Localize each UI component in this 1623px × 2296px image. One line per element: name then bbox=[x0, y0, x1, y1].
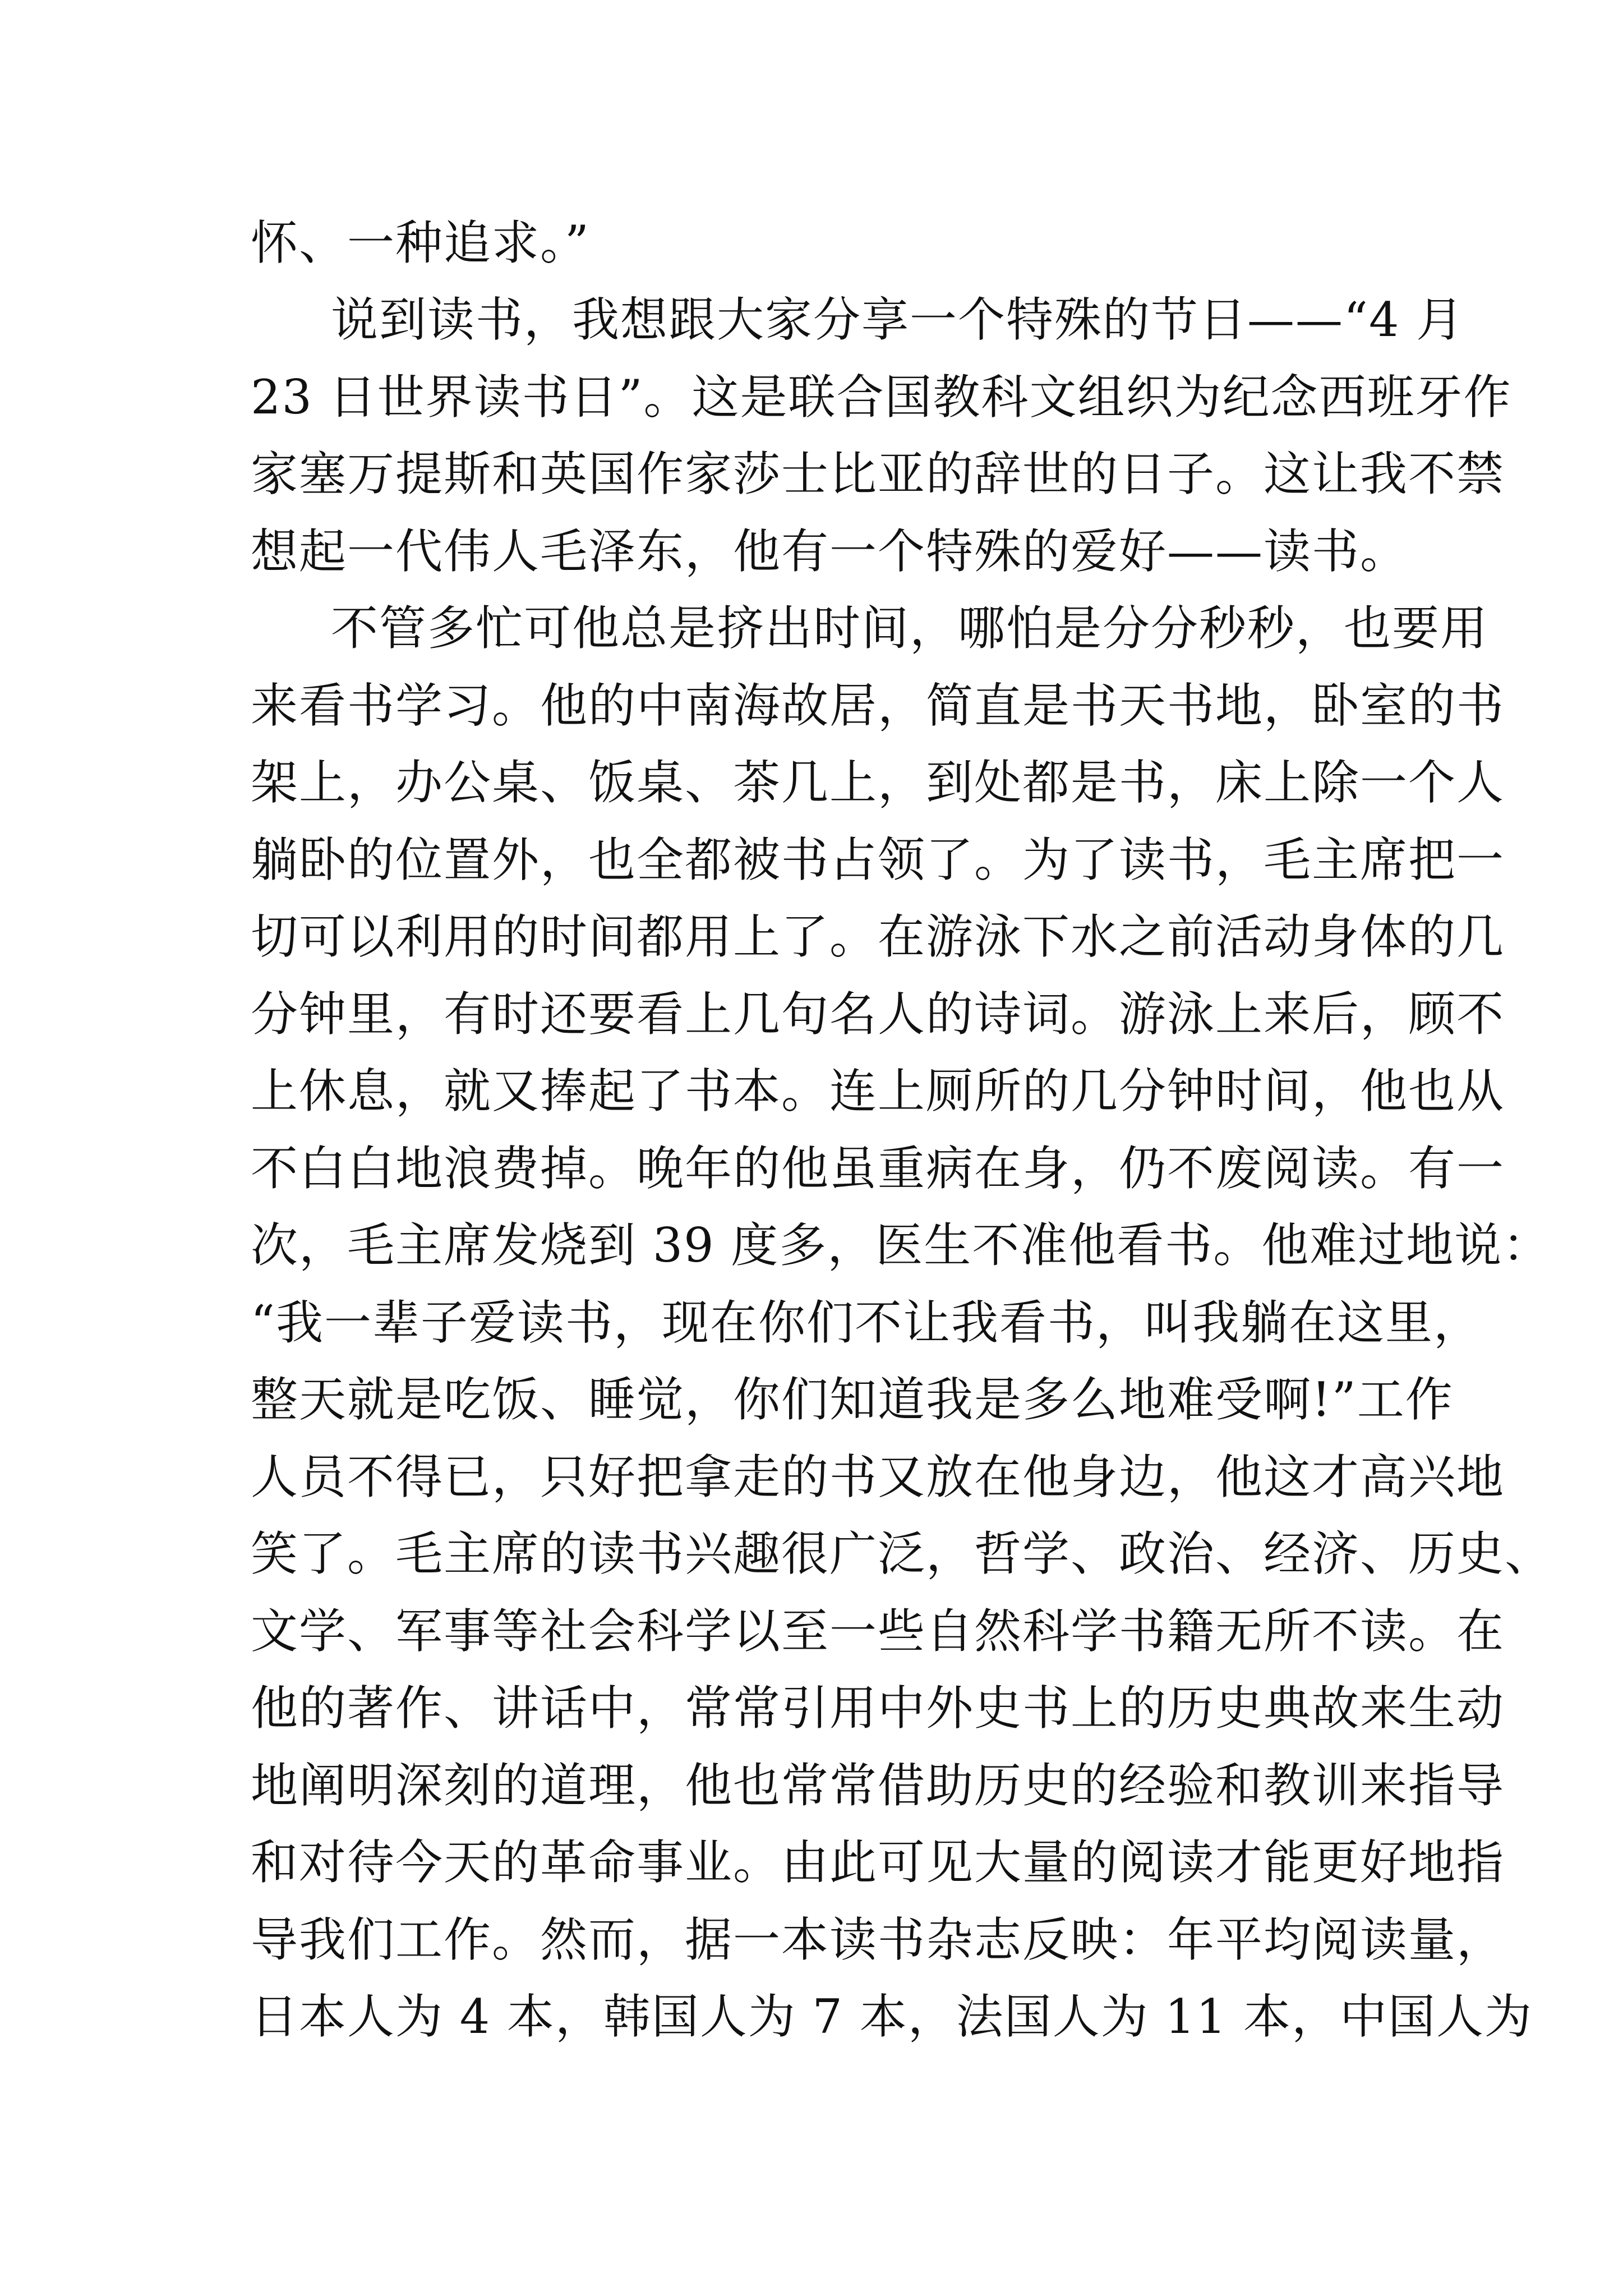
text-line: 导我们工作。然而，据一本读书杂志反映：年平均阅读量， bbox=[251, 1912, 1505, 1967]
text-line: 和对待今天的革命事业。由此可见大量的阅读才能更好地指 bbox=[251, 1835, 1505, 1890]
text-line: 想起一代伟人毛泽东，他有一个特殊的爱好——读书。 bbox=[251, 524, 1409, 579]
text-line: 不白白地浪费掉。晚年的他虽重病在身，仍不废阅读。有一 bbox=[251, 1141, 1505, 1196]
text-line: 架上，办公桌、饭桌、茶几上，到处都是书，床上除一个人 bbox=[251, 755, 1505, 810]
text-line: 切可以利用的时间都用上了。在游泳下水之前活动身体的几 bbox=[251, 909, 1505, 964]
text-line: 躺卧的位置外，也全都被书占领了。为了读书，毛主席把一 bbox=[251, 832, 1505, 887]
text-line: 分钟里，有时还要看上几句名人的诗词。游泳上来后，顾不 bbox=[251, 987, 1505, 1042]
text-line: 23 日世界读书日”。这是联合国教科文组织为纪念西班牙作 bbox=[251, 370, 1512, 425]
text-line: 怀、一种追求。” bbox=[251, 215, 590, 270]
text-line: 次，毛主席发烧到 39 度多，医生不准他看书。他难过地说： bbox=[251, 1218, 1551, 1273]
text-line: 人员不得已，只好把拿走的书又放在他身边，他这才高兴地 bbox=[251, 1450, 1505, 1504]
text-line: “我一辈子爱读书，现在你们不让我看书，叫我躺在这里， bbox=[251, 1295, 1482, 1350]
text-line: 日本人为 4 本，韩国人为 7 本，法国人为 11 本，中国人为 bbox=[251, 1989, 1533, 2044]
text-line: 来看书学习。他的中南海故居，简直是书天书地，卧室的书 bbox=[251, 678, 1505, 733]
text-line: 文学、军事等社会科学以至一些自然科学书籍无所不读。在 bbox=[251, 1604, 1505, 1659]
text-line: 家塞万提斯和英国作家莎士比亚的辞世的日子。这让我不禁 bbox=[251, 447, 1505, 501]
text-line: 他的著作、讲话中，常常引用中外史书上的历史典故来生动 bbox=[251, 1681, 1505, 1736]
text-line: 不管多忙可他总是挤出时间，哪怕是分分秒秒，也要用 bbox=[331, 601, 1489, 656]
text-line: 笑了。毛主席的读书兴趣很广泛，哲学、政治、经济、历史、 bbox=[251, 1526, 1553, 1581]
text-line: 整天就是吃饭、睡觉，你们知道我是多么地难受啊!”工作 bbox=[251, 1372, 1454, 1427]
text-line: 地阐明深刻的道理，他也常常借助历史的经验和教训来指导 bbox=[251, 1758, 1505, 1813]
text-line: 上休息，就又捧起了书本。连上厕所的几分钟时间，他也从 bbox=[251, 1064, 1505, 1119]
text-line: 说到读书，我想跟大家分享一个特殊的节日——“4 月 bbox=[331, 292, 1465, 347]
